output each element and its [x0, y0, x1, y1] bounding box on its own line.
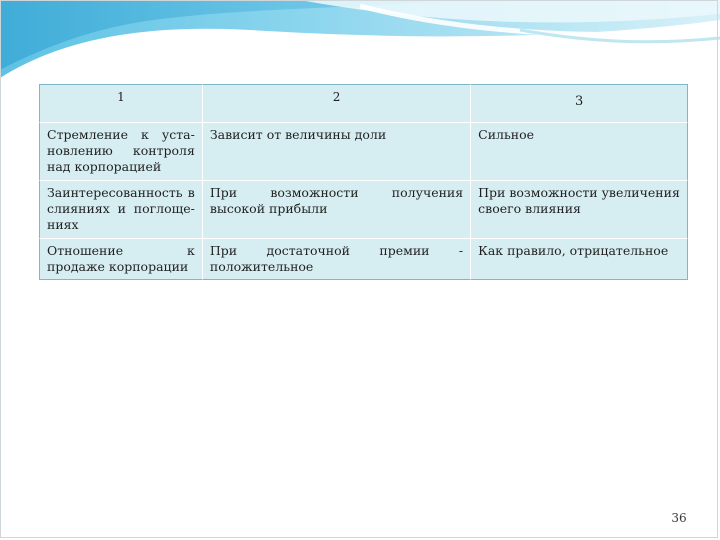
- header-cell-1: 1: [39, 84, 203, 123]
- table-cell: При возможности увеличения своего влияния: [471, 181, 688, 239]
- table-cell: Стремление к уста-новлению контроля над корпорацией: [39, 123, 203, 181]
- table-cell: Заинтересованность в слияниях и поглоще-ниях: [39, 181, 203, 239]
- table-cell: Как правило, отрицательное: [471, 239, 688, 280]
- table-row: [39, 123, 688, 181]
- table-cell: При возможности получения высокой прибыли: [203, 181, 471, 239]
- decorative-wave-header: [0, 0, 720, 90]
- table-cell: Зависит от величины доли: [203, 123, 471, 181]
- header-cell-2: 2: [203, 84, 471, 123]
- table-row: [39, 181, 688, 239]
- table-cell: Сильное: [471, 123, 688, 181]
- table-row: [39, 239, 688, 280]
- table-header-row: [39, 84, 688, 123]
- page-number: 36: [671, 511, 687, 525]
- header-cell-3: 3: [471, 84, 688, 123]
- comparison-table: [39, 84, 688, 280]
- table-cell: Отношение к продаже корпорации: [39, 239, 203, 280]
- table-cell: При достаточной премии - положительное: [203, 239, 471, 280]
